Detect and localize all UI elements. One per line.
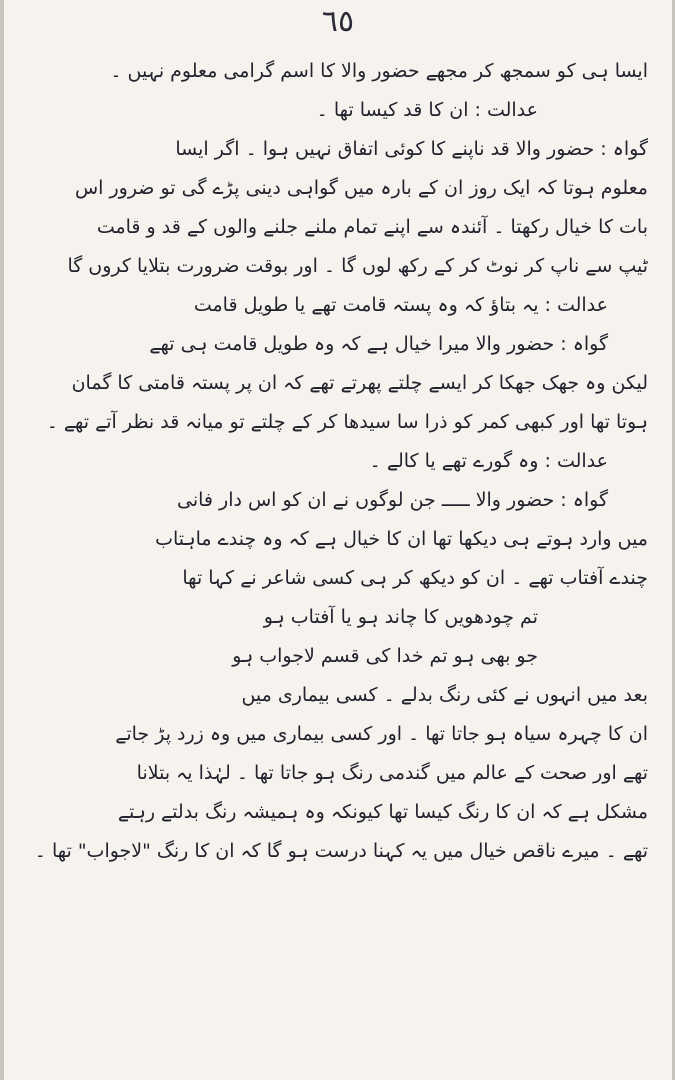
text-line: بات کا خیال رکھتا ۔ آئندہ سے اپنے تمام ملنے جلنے والوں کے قد و قامت	[96, 216, 648, 238]
text-line: گواہ : حضور والا میرا خیال ہے کہ وہ طویل قامت ہی تھے	[149, 333, 608, 355]
text-line: عدالت : ان کا قد کیسا تھا ۔	[316, 99, 538, 121]
text-line: لیکن وہ جھک جھکا کر ایسے چلتے پھرتے تھے کہ ان پر پستہ قامتی کا گمان	[71, 372, 648, 394]
page-number: ٦٥	[321, 4, 355, 39]
text-body	[28, 52, 648, 871]
text-line: تھے اور صحت کے عالم میں گندمی رنگ ہو جاتا تھا ۔ لہٰذا یہ بتلانا	[136, 762, 648, 784]
verse-line: جو بھی ہو تم خدا کی قسم لاجواب ہو	[232, 645, 538, 667]
text-line: تھے ۔ میرے ناقص خیال میں یہ کہنا درست ہو گا کہ ان کا رنگ "لاجواب" تھا ۔	[34, 840, 648, 862]
text-line: مشکل ہے کہ ان کا رنگ کیسا تھا کیونکہ وہ ہمیشہ رنگ بدلتے رہتے	[117, 801, 648, 823]
text-line: میں وارد ہوتے ہی دیکھا تھا ان کا خیال ہے کہ وہ چندے ماہتاب	[155, 528, 648, 550]
text-line: معلوم ہوتا کہ ایک روز ان کے بارہ میں گواہی دینی پڑے گی تو ضرور اس	[74, 177, 648, 199]
text-line: عدالت : وہ گورے تھے یا کالے ۔	[369, 450, 608, 472]
text-line: گواہ : حضور والا ـــــ جن لوگوں نے ان کو اس دار فانی	[176, 489, 608, 511]
text-line: ایسا ہی کو سمجھ کر مجھے حضور والا کا اسم گرامی معلوم نہیں ۔	[110, 60, 648, 82]
text-line: بعد میں انہوں نے کئی رنگ بدلے ۔ کسی بیماری میں	[241, 684, 648, 706]
text-line: ٹیپ سے ناپ کر نوٹ کر کے رکھ لوں گا ۔ اور بوقت ضرورت بتلایا کروں گا	[67, 255, 648, 277]
text-line: ہوتا تھا اور کبھی کمر کو ذرا سا سیدھا کر کے چلتے تو میانہ قد نظر آتے تھے ۔	[46, 411, 648, 433]
text-line: ان کا چہرہ سیاہ ہو جاتا تھا ۔ اور کسی بیماری میں وہ زرد پڑ جاتے	[115, 723, 648, 745]
verse-line: تم چودھویں کا چاند ہو یا آفتاب ہو	[263, 606, 538, 628]
text-line: عدالت : یہ بتاؤ کہ وہ پستہ قامت تھے یا طویل قامت	[193, 294, 608, 316]
text-line: گواہ : حضور والا قد ناپنے کا کوئی اتفاق نہیں ہوا ۔ اگر ایسا	[175, 138, 648, 160]
text-line: چندے آفتاب تھے ۔ ان کو دیکھ کر ہی کسی شاعر نے کہا تھا	[182, 567, 648, 589]
